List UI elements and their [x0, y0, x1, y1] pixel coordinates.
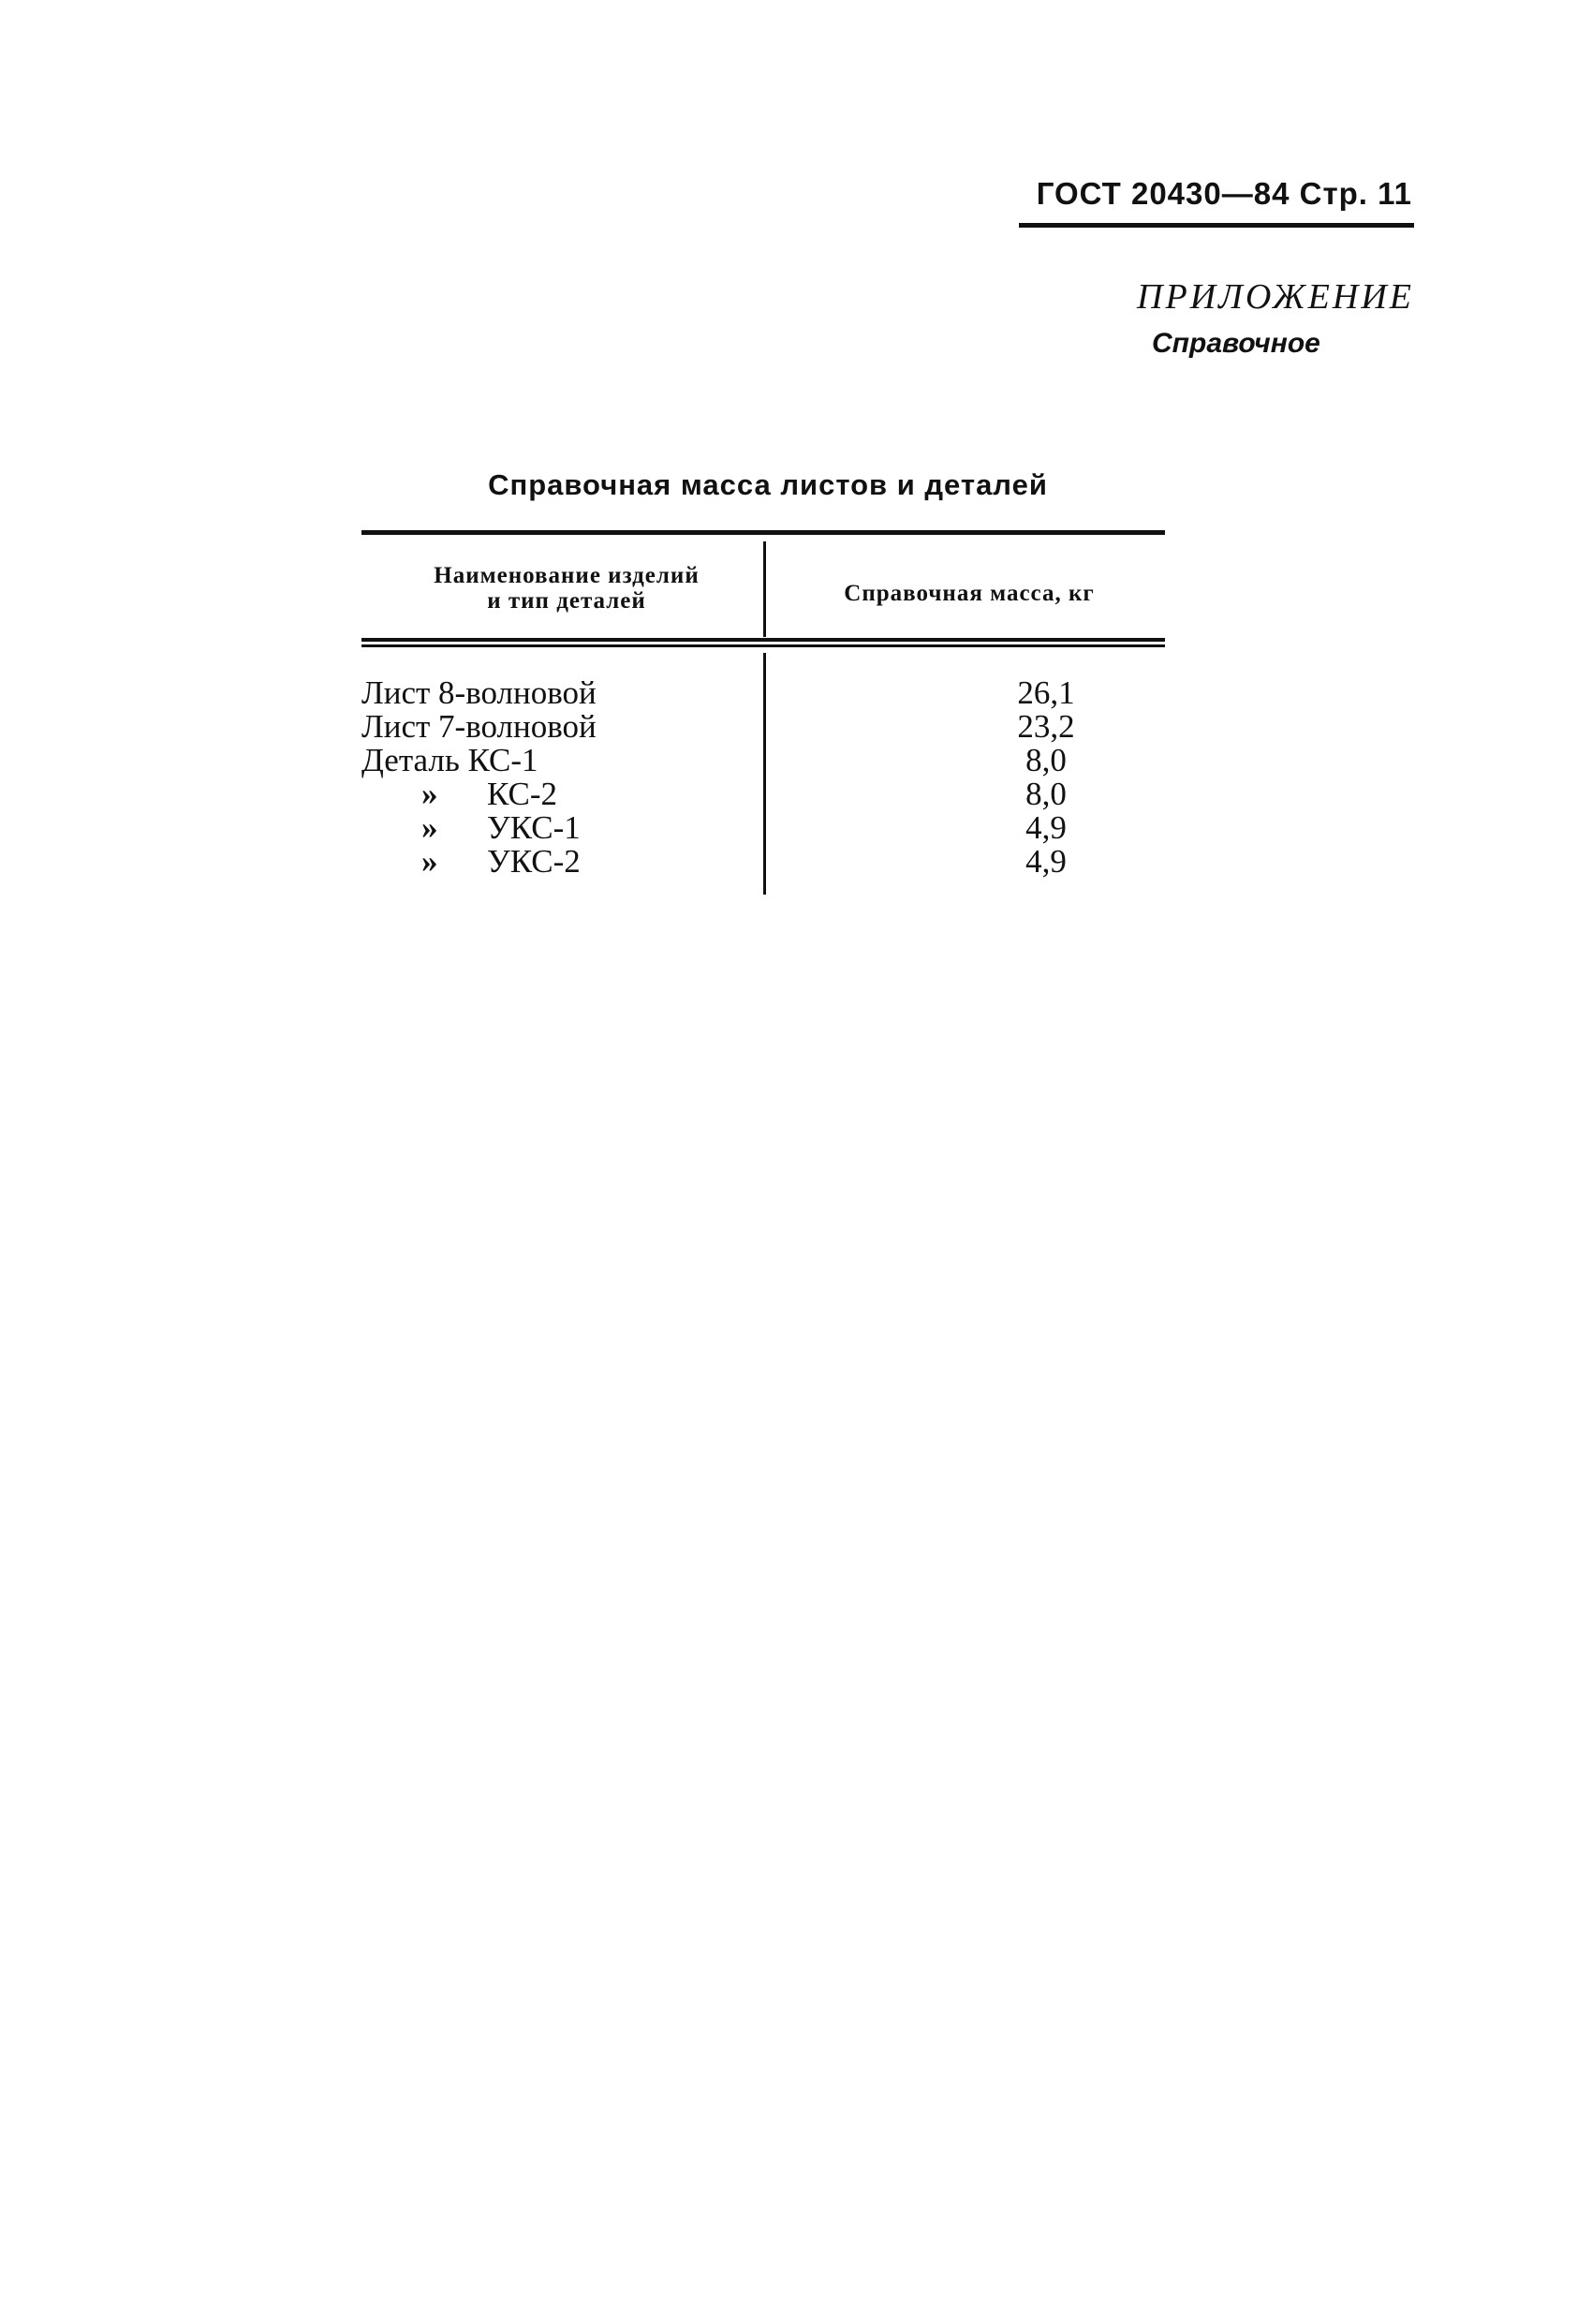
row-mass: 26,1 — [1017, 674, 1075, 711]
row-name: Деталь КС-1 — [361, 742, 538, 778]
row-mass: 4,9 — [1025, 809, 1067, 846]
table-row — [361, 777, 1165, 811]
table-row — [361, 710, 1165, 744]
row-subname: УКС-1 — [487, 809, 581, 846]
column-header-mass: Справочная масса, кг — [844, 581, 1095, 606]
table-row — [361, 811, 1165, 845]
header-bottom-rule-1 — [361, 638, 1165, 642]
header-column-divider — [763, 541, 766, 637]
table-row — [361, 744, 1165, 777]
table-caption: Справочная масса листов и деталей — [488, 468, 1048, 501]
table-top-rule — [361, 530, 1165, 535]
column-header-name-line2: и тип деталей — [487, 588, 646, 614]
table-row — [361, 845, 1165, 879]
running-head: ГОСТ 20430—84 Стр. 11 — [1036, 176, 1412, 211]
row-mass: 8,0 — [1025, 776, 1067, 812]
table-row — [361, 676, 1165, 710]
column-header-name — [393, 563, 740, 614]
row-name: Лист 7-волновой — [361, 708, 597, 745]
row-mass: 8,0 — [1025, 742, 1067, 778]
running-head-rule — [1019, 223, 1414, 228]
row-mass: 23,2 — [1017, 708, 1075, 745]
column-header-name-line1: Наименование изделий — [434, 563, 700, 588]
row-ditto: » — [421, 843, 438, 880]
row-mass: 4,9 — [1025, 843, 1067, 880]
appendix-subtitle: Справочное — [1152, 328, 1320, 359]
row-ditto: » — [421, 776, 438, 812]
row-name: Лист 8-волновой — [361, 674, 597, 711]
appendix-title: ПРИЛОЖЕНИЕ — [1137, 277, 1414, 317]
row-subname: КС-2 — [487, 776, 557, 812]
row-subname: УКС-2 — [487, 843, 581, 880]
row-ditto: » — [421, 809, 438, 846]
header-bottom-rule-2 — [361, 644, 1165, 647]
